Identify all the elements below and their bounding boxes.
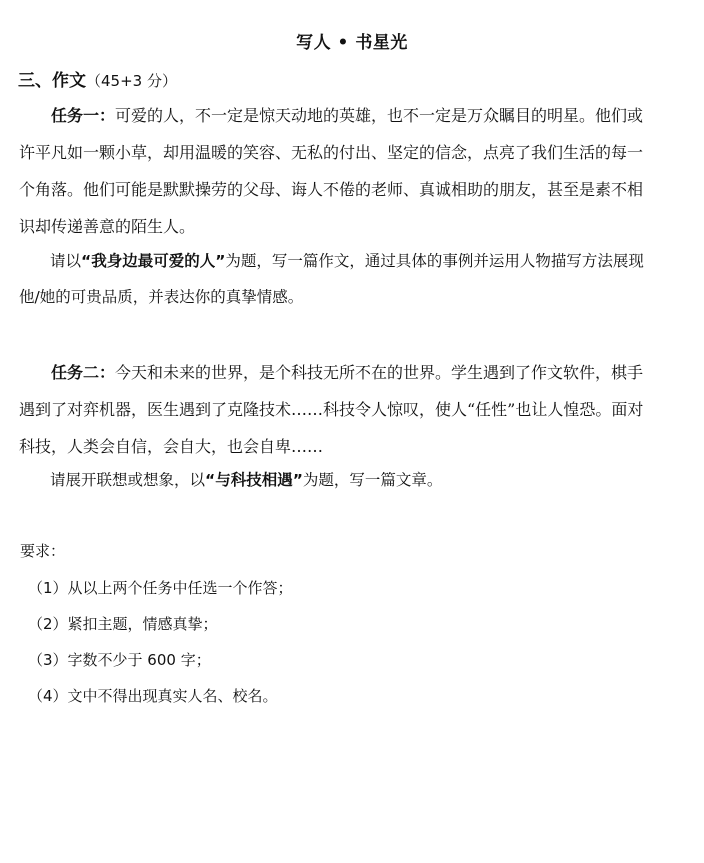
task2-prompt-before: 请展开联想或想象，以	[50, 471, 206, 489]
task2-paragraph	[19, 354, 651, 465]
task1-prompt	[19, 243, 651, 315]
task1-prompt-title: “我身边最可爱的人”	[81, 252, 226, 270]
section-title: 三、作文	[18, 71, 86, 91]
document-title: 写人 • 书星光	[296, 33, 408, 53]
task2-prompt-after: 为题，写一篇文章。	[302, 471, 443, 489]
task1-text: 可爱的人，不一定是惊天动地的英雄，也不一定是万众瞩目的明星。他们或许平凡如一颗小草，却用温暖的笑容、无私的付出、坚定的信念，点亮了我们生活的每一个角落。他们可能是默默操劳的父母、诲人不倦的老师、真诚相助的朋友，甚至是素不相识却传递善意的陌生人。	[19, 106, 644, 236]
task2-text: 今天和未来的世界，是个科技无所不在的世界。学生遇到了作文软件，棋手遇到了对弈机器，医生遇到了克隆技术……科技令人惊叹，使人“任性”也让人惶恐。面对科技，人类会自信，会自大，也会自卑……	[19, 363, 644, 456]
requirements-title: 要求：	[20, 542, 66, 560]
task1-prompt-before: 请以	[50, 252, 82, 270]
requirement-item: （4）文中不得出现真实人名、校名。	[28, 687, 278, 705]
requirement-item: （2）紧扣主题，情感真挚；	[28, 615, 218, 633]
section-heading	[18, 66, 177, 91]
requirement-item: （1）从以上两个任务中任选一个作答；	[28, 579, 293, 597]
requirement-item: （3）字数不少于 600 字；	[28, 651, 211, 669]
task2-prompt	[19, 462, 651, 498]
task1-paragraph	[19, 97, 651, 245]
requirements-list	[28, 570, 293, 714]
section-points: （45+3 分）	[86, 72, 177, 90]
task2-label: 任务二：	[51, 363, 116, 382]
task1-prompt-after: 为题，写一篇作文，通过具体的事例并运用人物描写方法展现他/她的可贵品质，并表达你的真挚情感。	[19, 252, 644, 306]
task2-prompt-title: “与科技相遇”	[205, 471, 303, 489]
task1-label: 任务一：	[51, 106, 116, 125]
